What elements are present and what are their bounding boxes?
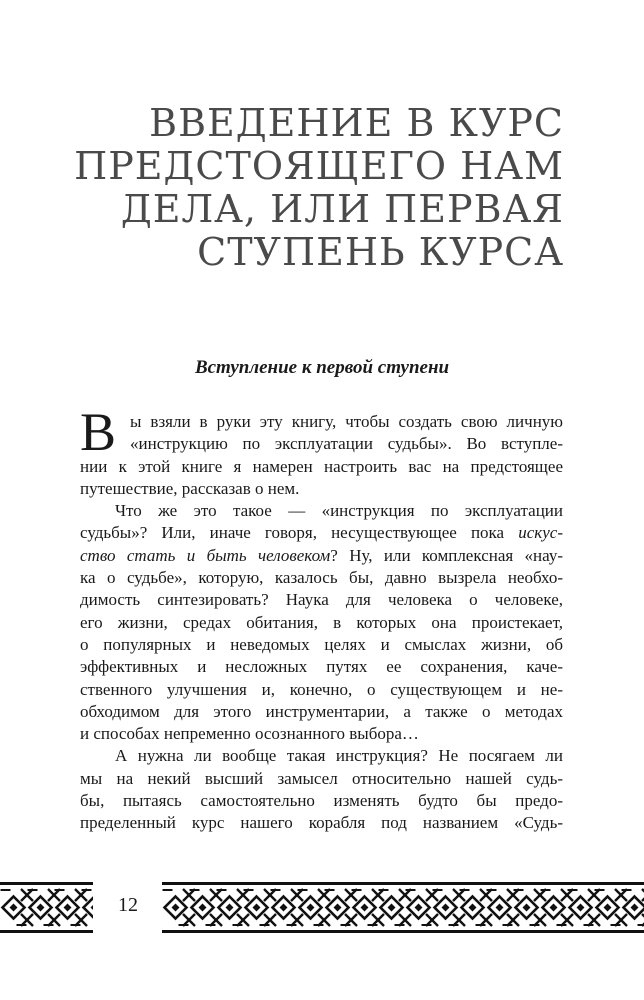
text-line: пределенный курс нашего корабля под названием «Судь- bbox=[80, 813, 563, 833]
italic-run: ство стать и быть человеком bbox=[80, 545, 331, 565]
chapter-title-line: ПРЕДСТОЯЩЕГО НАМ bbox=[74, 144, 564, 188]
page-footer bbox=[0, 880, 644, 935]
text-line bbox=[80, 522, 563, 544]
text-line: о популярных и неведомых целях и смыслах жизни, об bbox=[80, 634, 563, 654]
body-text bbox=[80, 411, 563, 835]
text-line: А нужна ли вообще такая инструкция? Не посягаем ли bbox=[115, 746, 563, 766]
text-line: нии к этой книге я намерен настроить вас на предстоящее bbox=[80, 456, 563, 476]
page-number: 12 bbox=[118, 894, 138, 916]
text-line: димость синтезировать? Наука для человека о человеке, bbox=[80, 590, 563, 610]
chapter-title-line: ДЕЛА, ИЛИ ПЕРВАЯ bbox=[120, 187, 564, 231]
text-line: эффективных и несложных путях ее сохранения, каче- bbox=[80, 657, 563, 677]
text-line: Что же это такое — «инструкция по эксплуатации bbox=[115, 501, 563, 521]
text-line: мы на некий высший замысел относительно нашей судь- bbox=[80, 768, 563, 788]
text-line: ы взяли в руки эту книгу, чтобы создать свою личную bbox=[130, 412, 563, 431]
drop-cap: В bbox=[80, 402, 117, 462]
text-run: судьбы»? Или, иначе говоря, несуществующее пока bbox=[80, 523, 519, 543]
text-line bbox=[80, 545, 563, 567]
text-line: ственного улучшения и, конечно, о существующем и не- bbox=[80, 679, 563, 699]
text-line: путешествие, рассказав о нем. bbox=[80, 478, 300, 498]
text-line: ка о судьбе», которую, казалось бы, давно вызрела необхо- bbox=[80, 568, 563, 588]
chapter-title-line: ВВЕДЕНИЕ В КУРС bbox=[149, 101, 564, 145]
text-line: «инструкцию по эксплуатации судьбы». Во вступле- bbox=[130, 434, 563, 454]
chapter-title-line: СТУПЕНЬ КУРСА bbox=[197, 230, 564, 274]
ornament-border-left bbox=[0, 880, 93, 935]
text-line: обходимом для этого инструментарии, а также о методах bbox=[80, 701, 563, 721]
text-line: и способах непременно осознанного выбора… bbox=[80, 724, 419, 744]
section-title: Вступление к первой ступени bbox=[194, 357, 450, 378]
italic-run: искус- bbox=[518, 523, 563, 543]
chapter-title bbox=[64, 102, 564, 274]
text-line: его жизни, средах обитания, в которых она проистекает, bbox=[80, 612, 563, 632]
text-run: ? Ну, или комплексная «нау- bbox=[330, 545, 563, 565]
ornament-border-right bbox=[162, 880, 644, 935]
text-line: бы, пытаясь самостоятельно изменять будто бы предо- bbox=[80, 791, 563, 811]
